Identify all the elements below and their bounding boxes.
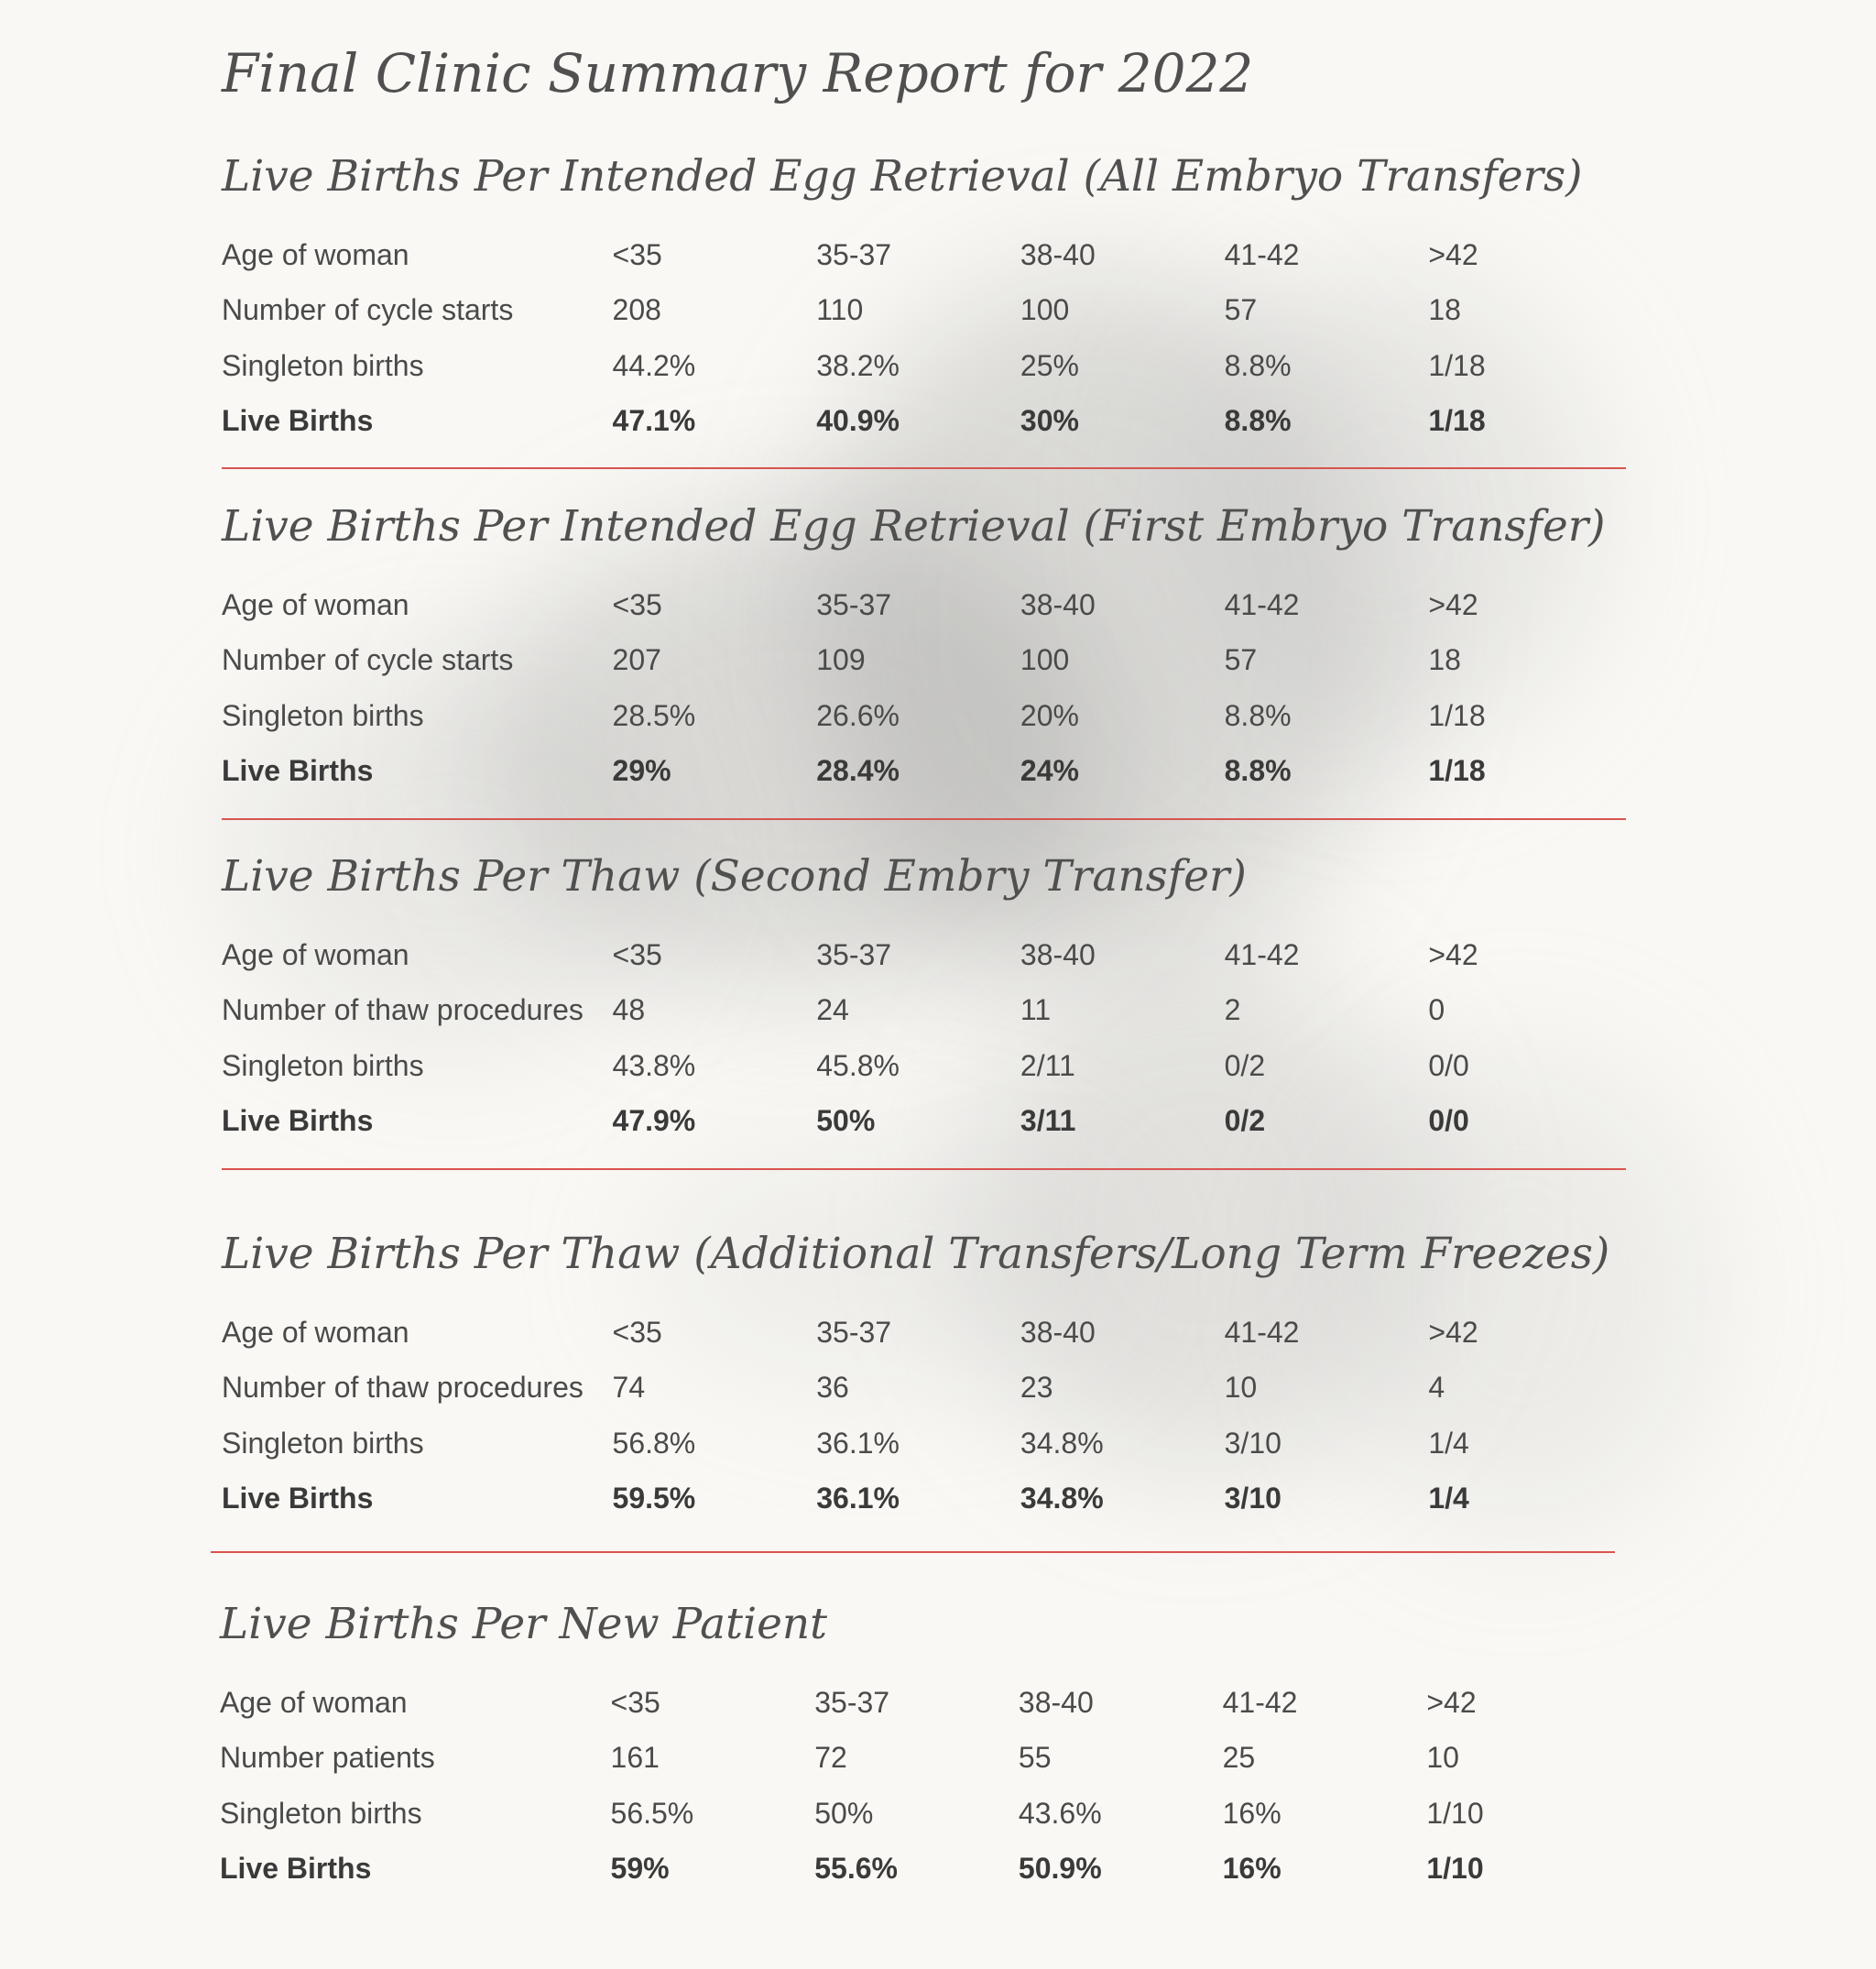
table-cell: 41-42 — [1224, 587, 1300, 621]
table-cell: 35-37 — [816, 587, 892, 621]
table-cell: 1/10 — [1426, 1852, 1484, 1886]
section-divider — [222, 467, 1626, 469]
row-label: Singleton births — [222, 348, 424, 382]
row-label: Number patients — [220, 1741, 435, 1775]
table-cell: 18 — [1428, 643, 1461, 677]
table-row-live-births — [222, 744, 1632, 800]
table-cell: 24% — [1020, 754, 1079, 788]
table-row — [222, 1361, 1632, 1417]
table-cell: 41-42 — [1222, 1685, 1298, 1719]
row-label: Singleton births — [222, 1048, 424, 1082]
table-row — [220, 1786, 1631, 1842]
table-cell: 38-40 — [1018, 1685, 1094, 1719]
table-cell: >42 — [1428, 237, 1478, 271]
table-row — [222, 1038, 1632, 1094]
table-cell: 25 — [1222, 1741, 1256, 1775]
table-cell: 50.9% — [1018, 1852, 1102, 1886]
table-cell: 1/18 — [1428, 698, 1486, 732]
table-cell: 36 — [816, 1371, 849, 1405]
table-cell: >42 — [1426, 1685, 1477, 1719]
row-label: Singleton births — [222, 1426, 424, 1460]
table-cell: 109 — [816, 643, 866, 677]
table-cell: 59.5% — [612, 1482, 696, 1515]
section-title: Live Births Per Intended Egg Retrieval (All Embryo Transfers) — [222, 151, 1583, 202]
table-row — [222, 283, 1632, 339]
table-cell: >42 — [1428, 587, 1478, 621]
section-additional-transfers — [222, 1222, 1632, 1526]
row-label: Live Births — [222, 754, 374, 788]
table-cell: <35 — [612, 237, 662, 271]
section-first-embryo-transfer — [222, 495, 1632, 799]
table-cell: 0 — [1428, 993, 1445, 1027]
table-cell: 18 — [1428, 293, 1461, 327]
table-row-live-births — [222, 1094, 1632, 1150]
row-label: Number of cycle starts — [222, 293, 514, 327]
table-cell: 208 — [612, 293, 661, 327]
table-cell: 3/10 — [1224, 1426, 1282, 1460]
row-label: Live Births — [222, 1104, 374, 1138]
table-row — [222, 983, 1632, 1039]
table-cell: 3/11 — [1020, 1104, 1076, 1138]
section-new-patient — [220, 1592, 1631, 1897]
table-cell: 40.9% — [816, 404, 900, 438]
table-cell: 20% — [1020, 698, 1079, 732]
section-title: Live Births Per New Patient — [220, 1599, 828, 1649]
section-title: Live Births Per Thaw (Second Embry Transfer) — [222, 851, 1247, 902]
table-cell: 26.6% — [816, 698, 900, 732]
table-cell: >42 — [1428, 937, 1478, 971]
table-cell: 34.8% — [1020, 1426, 1104, 1460]
table-cell: 41-42 — [1224, 237, 1300, 271]
table-cell: 24 — [816, 993, 849, 1027]
table-cell: 36.1% — [816, 1482, 900, 1515]
table-cell: 57 — [1224, 643, 1258, 677]
row-label: Age of woman — [220, 1685, 408, 1719]
table-cell: 36.1% — [816, 1426, 900, 1460]
table-cell: 0/2 — [1224, 1048, 1266, 1082]
stats-table — [222, 927, 1632, 1149]
table-row-live-births — [220, 1842, 1631, 1898]
table-cell: 8.8% — [1224, 698, 1292, 732]
table-cell: 30% — [1020, 404, 1079, 438]
table-cell: 4 — [1428, 1371, 1445, 1405]
table-cell: 16% — [1222, 1852, 1282, 1886]
table-cell: 35-37 — [816, 237, 892, 271]
table-cell: 110 — [816, 293, 864, 327]
table-cell: 38-40 — [1020, 237, 1096, 271]
table-cell: 28.5% — [612, 698, 696, 732]
table-cell: 55 — [1018, 1741, 1052, 1775]
table-cell: 100 — [1020, 293, 1070, 327]
table-cell: <35 — [612, 1315, 662, 1349]
table-cell: 38-40 — [1020, 587, 1096, 621]
table-row — [220, 1675, 1631, 1731]
table-cell: 47.1% — [612, 404, 696, 438]
table-cell: 29% — [612, 754, 671, 788]
table-cell: 23 — [1020, 1371, 1053, 1405]
table-cell: 72 — [814, 1741, 847, 1775]
table-cell: 10 — [1426, 1741, 1459, 1775]
section-title: Live Births Per Thaw (Additional Transfers/Long Term Freezes) — [222, 1229, 1610, 1279]
section-divider — [222, 818, 1626, 820]
table-cell: 34.8% — [1020, 1482, 1104, 1515]
table-cell: <35 — [610, 1685, 660, 1719]
table-cell: 57 — [1224, 293, 1258, 327]
row-label: Number of thaw procedures — [222, 1371, 584, 1405]
table-row — [222, 338, 1632, 394]
table-cell: 41-42 — [1224, 937, 1300, 971]
table-cell: 0/0 — [1428, 1104, 1469, 1138]
table-cell: 3/10 — [1224, 1482, 1282, 1515]
table-cell: 74 — [612, 1371, 646, 1405]
table-cell: 56.8% — [612, 1426, 696, 1460]
table-cell: 43.6% — [1018, 1796, 1102, 1830]
table-cell: 207 — [612, 643, 661, 677]
section-title: Live Births Per Intended Egg Retrieval (First Embryo Transfer) — [222, 501, 1606, 552]
table-row — [222, 1305, 1632, 1361]
table-cell: 44.2% — [612, 348, 696, 382]
table-cell: 59% — [610, 1852, 670, 1886]
table-cell: 2/11 — [1020, 1048, 1075, 1082]
table-cell: 50% — [816, 1104, 876, 1138]
stats-table — [222, 577, 1632, 799]
table-cell: 38.2% — [816, 348, 900, 382]
table-row — [222, 633, 1632, 689]
row-label: Age of woman — [222, 937, 409, 971]
table-row — [222, 1416, 1632, 1471]
table-cell: >42 — [1428, 1315, 1478, 1349]
table-row — [222, 688, 1632, 744]
table-cell: 25% — [1020, 348, 1079, 382]
row-label: Age of woman — [222, 587, 409, 621]
table-row-live-births — [222, 394, 1632, 450]
table-cell: 1/18 — [1428, 348, 1486, 382]
row-label: Live Births — [222, 1482, 374, 1515]
report-title: Final Clinic Summary Report for 2022 — [222, 42, 1254, 104]
row-label: Number of cycle starts — [222, 643, 514, 677]
section-divider — [211, 1551, 1615, 1553]
table-cell: 50% — [814, 1796, 874, 1830]
table-cell: 8.8% — [1224, 754, 1292, 788]
table-cell: 1/18 — [1428, 404, 1486, 438]
table-cell: <35 — [612, 587, 662, 621]
stats-table — [220, 1675, 1631, 1897]
section-divider — [222, 1168, 1626, 1170]
table-cell: 11 — [1020, 993, 1052, 1027]
table-cell: 35-37 — [816, 937, 892, 971]
table-cell: 35-37 — [816, 1315, 892, 1349]
table-cell: 45.8% — [816, 1048, 900, 1082]
table-cell: 38-40 — [1020, 1315, 1096, 1349]
table-cell: 1/4 — [1428, 1482, 1469, 1515]
section-second-embryo-transfer — [222, 845, 1632, 1149]
table-cell: 100 — [1020, 643, 1070, 677]
table-cell: 35-37 — [814, 1685, 890, 1719]
row-label: Live Births — [222, 404, 374, 438]
section-all-embryo-transfers — [222, 145, 1632, 449]
table-row — [222, 577, 1632, 633]
stats-table — [222, 227, 1632, 449]
table-cell: 41-42 — [1224, 1315, 1300, 1349]
table-cell: 161 — [610, 1741, 660, 1775]
table-cell: 28.4% — [816, 754, 900, 788]
table-cell: 8.8% — [1224, 404, 1292, 438]
table-cell: 16% — [1222, 1796, 1282, 1830]
row-label: Age of woman — [222, 237, 409, 271]
stats-table — [222, 1305, 1632, 1526]
table-cell: 1/18 — [1428, 754, 1486, 788]
table-cell: 43.8% — [612, 1048, 696, 1082]
table-cell: 38-40 — [1020, 937, 1096, 971]
table-cell: <35 — [612, 937, 662, 971]
row-label: Live Births — [220, 1852, 372, 1886]
row-label: Singleton births — [220, 1796, 422, 1830]
table-cell: 55.6% — [814, 1852, 898, 1886]
table-cell: 8.8% — [1224, 348, 1292, 382]
row-label: Age of woman — [222, 1315, 409, 1349]
table-cell: 0/2 — [1224, 1104, 1266, 1138]
table-cell: 1/4 — [1428, 1426, 1469, 1460]
table-row — [220, 1731, 1631, 1787]
table-cell: 10 — [1224, 1371, 1258, 1405]
table-row-live-births — [222, 1471, 1632, 1527]
row-label: Singleton births — [222, 698, 424, 732]
table-cell: 0/0 — [1428, 1048, 1469, 1082]
table-cell: 56.5% — [610, 1796, 694, 1830]
table-cell: 1/10 — [1426, 1796, 1484, 1830]
table-cell: 47.9% — [612, 1104, 696, 1138]
row-label: Number of thaw procedures — [222, 993, 584, 1027]
table-row — [222, 927, 1632, 983]
table-cell: 48 — [612, 993, 646, 1027]
table-cell: 2 — [1224, 993, 1241, 1027]
table-row — [222, 227, 1632, 283]
